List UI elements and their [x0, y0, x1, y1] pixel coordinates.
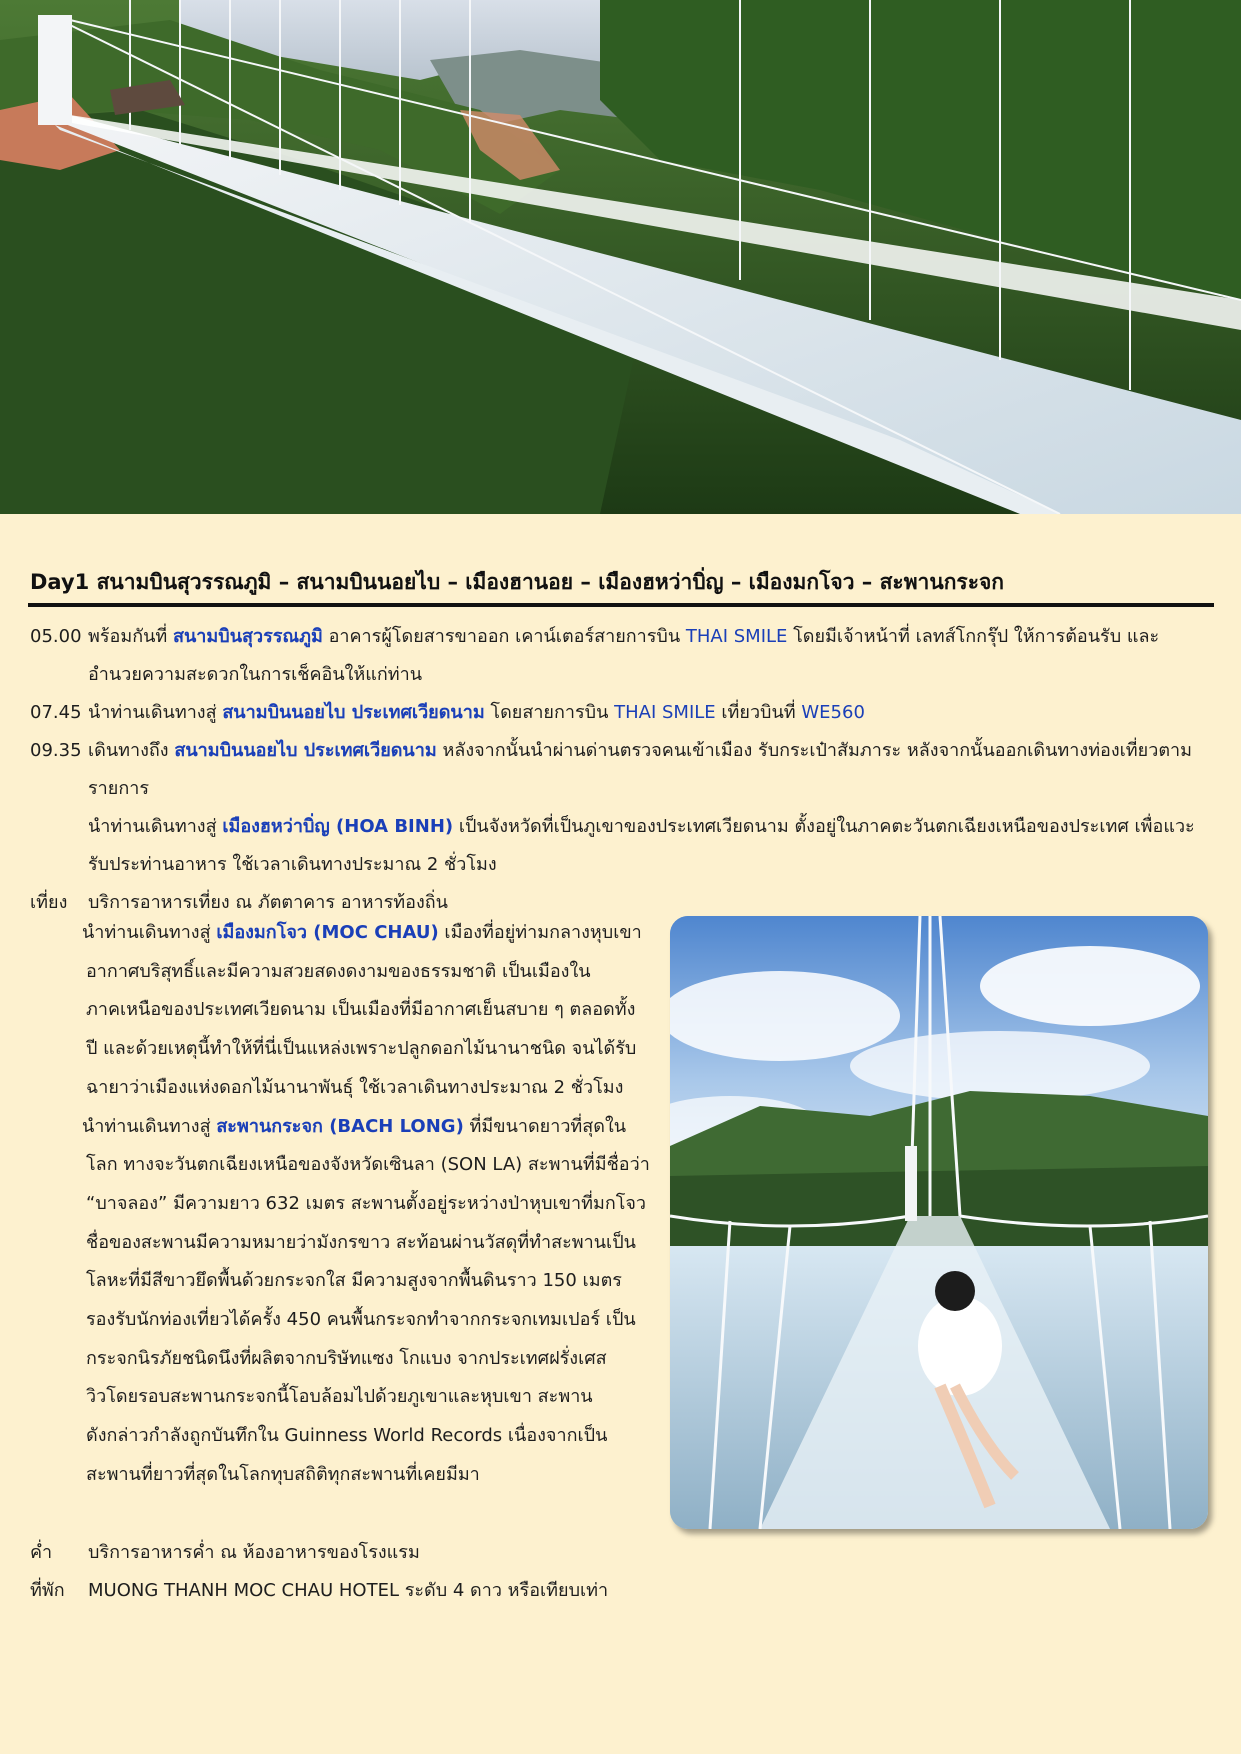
- text-segment: นำท่านเดินทางสู่: [82, 922, 217, 943]
- description-line: [86, 1262, 646, 1301]
- moc-chau-description: [82, 914, 650, 1495]
- highlight-text: THAI SMILE: [614, 702, 716, 723]
- schedule-time: 05.00: [30, 626, 82, 647]
- description-line: [82, 914, 646, 953]
- text-segment: กระจกนิรภัยชนิดนึงที่ผลิตจากบริษัทแซง โกแบง จากประเทศฝรั่งเศส: [86, 1347, 607, 1369]
- text-segment: นำท่านเดินทางสู่: [88, 816, 223, 837]
- schedule-line: [88, 808, 1195, 846]
- schedule-line: [88, 656, 1159, 694]
- text-segment: ที่มีขนาดยาวที่สุดใน: [463, 1115, 627, 1137]
- text-segment: บริการอาหารเที่ยง ณ ภัตตาคาร อาหารท้องถิ่น: [88, 892, 448, 913]
- day-title: Day1 สนามบินสุวรรณภูมิ – สนามบินนอยไบ – เมืองฮานอย – เมืองฮหว่าบิ่ญ – เมืองมกโจว – สะพานกระจก: [30, 570, 1004, 594]
- description-line: [86, 1224, 646, 1263]
- text-segment: “บาจลอง” มีความยาว 632 เมตร สะพานตั้งอยู่ระหว่างป่าหุบเขาที่มกโจว: [86, 1192, 647, 1214]
- schedule-time: เที่ยง: [30, 892, 68, 913]
- evening-time: ค่ำ: [30, 1542, 53, 1563]
- description-line: [86, 1378, 646, 1417]
- description-line: [82, 1108, 646, 1147]
- highlight-text: WE560: [801, 702, 865, 723]
- text-segment: รายการ: [88, 778, 149, 799]
- description-line: [86, 1069, 646, 1108]
- schedule-line: [88, 618, 1159, 656]
- text-segment: เป็นจังหวัดที่เป็นภูเขาของประเทศเวียดนาม ตั้งอยู่ในภาคตะวันตกเฉียงเหนือของประเทศ เพื่อแวะ: [453, 816, 1195, 837]
- schedule-time: 07.45: [30, 702, 82, 723]
- schedule-row: [30, 618, 1159, 694]
- hero-bridge-photo: [0, 0, 1241, 514]
- schedule-line: [88, 770, 1195, 808]
- description-line: [86, 1030, 646, 1069]
- title-divider: [28, 603, 1214, 607]
- description-line: [86, 991, 646, 1030]
- evening-row: [30, 1572, 608, 1610]
- schedule-line: [88, 846, 1195, 884]
- text-segment: เมืองที่อยู่ท่ามกลางหุบเขา: [438, 922, 642, 943]
- highlight-text: เมืองมกโจว (MOC CHAU): [216, 922, 439, 943]
- glass-bridge-tower: [905, 1146, 917, 1221]
- text-segment: อากาศบริสุทธิ์และมีความสวยสดงดงามของธรรมชาติ เป็นเมืองใน: [86, 960, 591, 982]
- evening-time: ที่พัก: [30, 1580, 65, 1601]
- text-segment: ปี และด้วยเหตุนี้ทำให้ที่นี่เป็นแหล่งเพราะปลูกดอกไม้นานาชนิด จนได้รับ: [86, 1038, 637, 1060]
- description-line: [86, 1456, 646, 1495]
- description-line: [86, 1340, 646, 1379]
- schedule-line: [88, 732, 1195, 770]
- schedule-text: [88, 618, 1159, 694]
- text-segment: วิวโดยรอบสะพานกระจกนี้โอบล้อมไปด้วยภูเขาและหุบเขา สะพาน: [86, 1386, 593, 1408]
- glass-bridge-illustration: [670, 916, 1208, 1529]
- description-line: [86, 1301, 646, 1340]
- description-line: [86, 1185, 646, 1224]
- highlight-text: THAI SMILE: [685, 626, 788, 647]
- text-segment: ชื่อของสะพานมีความหมายว่ามังกรขาว สะท้อนผ่านวัสดุที่ทำสะพานเป็น: [86, 1231, 636, 1253]
- text-segment: ดังกล่าวกำลังถูกบันทึกใน Guinness World Records เนื่องจากเป็น: [86, 1425, 608, 1447]
- highlight-text: สนามบินนอยไบ ประเทศเวียดนาม: [174, 740, 437, 761]
- text-segment: รับประท่านอาหาร ใช้เวลาเดินทางประมาณ 2 ชั่วโมง: [88, 854, 497, 875]
- glass-bridge-photo: [670, 916, 1208, 1529]
- bridge-illustration: [0, 0, 1241, 514]
- description-line: [86, 1146, 650, 1185]
- text-segment: ภาคเหนือของประเทศเวียดนาม เป็นเมืองที่มีอากาศเย็นสบาย ๆ ตลอดทั้ง: [86, 999, 636, 1021]
- description-line: [86, 1417, 646, 1456]
- text-segment: เดินทางถึง: [88, 740, 175, 761]
- highlight-text: สนามบินนอยไบ ประเทศเวียดนาม: [222, 702, 485, 723]
- evening-row: [30, 1534, 420, 1572]
- text-segment: โลหะที่มีสีขาวยึดพื้นด้วยกระจกใส มีความสูงจากพื้นดินราว 150 เมตร: [86, 1270, 622, 1292]
- schedule-text: [88, 694, 865, 732]
- text-segment: รองรับนักท่องเที่ยวได้ครั้ง 450 คนพื้นกระจกทำจากกระจกเทมเปอร์ เป็น: [86, 1309, 636, 1331]
- schedule-line: [88, 694, 865, 732]
- text-segment: โดยมีเจ้าหน้าที่ เลทส์โกกรุ๊ป ให้การต้อนรับ และ: [787, 626, 1160, 647]
- highlight-text: สนามบินสุวรรณภูมิ: [173, 626, 323, 647]
- text-segment: เที่ยวบินที่: [715, 702, 802, 723]
- text-segment: โลก ทางจะวันตกเฉียงเหนือของจังหวัดเซินลา (SON LA) สะพานที่มีชื่อว่า: [86, 1154, 650, 1176]
- text-segment: โดยสายการบิน: [484, 702, 615, 723]
- evening-text: MUONG THANH MOC CHAU HOTEL ระดับ 4 ดาว หรือเทียบเท่า: [88, 1580, 609, 1601]
- text-segment: นำท่านเดินทางสู่: [88, 702, 223, 723]
- schedule-text: [88, 732, 1195, 884]
- text-segment: อำนวยความสะดวกในการเช็คอินให้แก่ท่าน: [88, 664, 423, 685]
- schedule-row: [30, 732, 1195, 884]
- schedule-row: [30, 694, 865, 732]
- text-segment: สะพานที่ยาวที่สุดในโลกทุบสถิติทุกสะพานที่เคยมีมา: [86, 1463, 480, 1485]
- text-segment: หลังจากนั้นนำผ่านด่านตรวจคนเข้าเมือง รับกระเป๋าสัมภาระ หลังจากนั้นออกเดินทางท่องเที่ยวตาม: [436, 740, 1192, 761]
- schedule-time: 09.35: [30, 740, 82, 761]
- highlight-text: สะพานกระจก (BACH LONG): [216, 1115, 464, 1137]
- description-line: [86, 953, 646, 992]
- evening-text: บริการอาหารค่ำ ณ ห้องอาหารของโรงแรม: [88, 1542, 420, 1563]
- bridge-tower: [38, 15, 72, 125]
- text-segment: อาคารผู้โดยสารขาออก เคาน์เตอร์สายการบิน: [322, 626, 686, 647]
- highlight-text: เมืองฮหว่าบิ่ญ (HOA BINH): [222, 816, 454, 837]
- text-segment: นำท่านเดินทางสู่: [82, 1115, 217, 1137]
- text-segment: ฉายาว่าเมืองแห่งดอกไม้นานาพันธุ์ ใช้เวลาเดินทางประมาณ 2 ชั่วโมง: [86, 1076, 624, 1098]
- text-segment: พร้อมกันที่: [88, 626, 173, 647]
